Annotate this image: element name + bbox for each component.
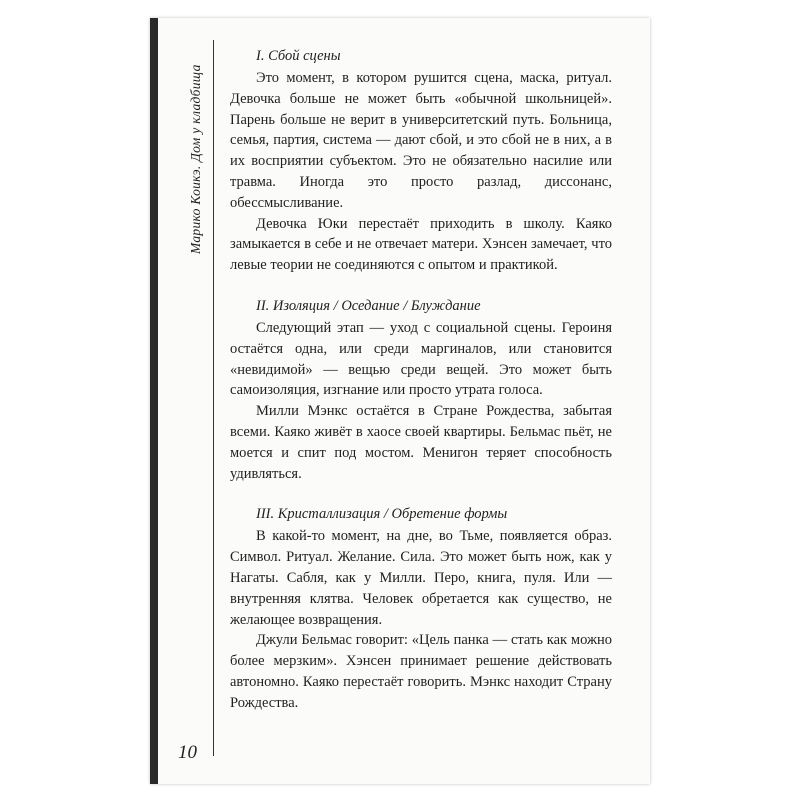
paragraph: В какой-то момент, на дне, во Тьме, появляется образ. Символ. Ритуал. Желание. Сила. Это может быть нож, как у Нагаты. Сабля, как у Милли. Перо, книга, пуля. Или — внутренняя клятва. Человек обретается как существо, не желающее возвращения.: [230, 528, 612, 628]
section-title: II. Изоляция / Оседание / Блуждание: [256, 297, 481, 314]
paragraph: Следующий этап — уход с социальной сцены. Героиня остаётся одна, или среди маргиналов, или становится «невидимой» — вещью среди вещей. Это может быть самоизоляция, изгнание или просто утрата голоса.: [230, 319, 612, 399]
paragraph: Это момент, в котором рушится сцена, маска, ритуал. Девочка больше не может быть «обычной школьницей». Парень больше не верит в университетский путь. Больница, семья, партия, система — дают сбой, и это сбой не в них, а в их восприятии субъектом. Это не обязательно насилие или травма. Иногда это просто разлад, диссонанс, обессмысливание.: [230, 70, 612, 211]
page-edge-shadow: [150, 18, 158, 784]
section-title: III. Кристаллизация / Обретение формы: [256, 506, 508, 523]
section-2: [230, 296, 612, 484]
vertical-rule: [213, 40, 214, 756]
page-number: 10: [178, 742, 197, 763]
running-head: Марико Коикэ. Дом у кладбища: [188, 64, 203, 254]
section-title: I. Сбой сцены: [256, 48, 341, 64]
section-1: [230, 46, 612, 276]
section-3: [230, 504, 612, 713]
paragraph: Джули Бельмас говорит: «Цель панка — стать как можно более мерзким». Хэнсен принимает решение действовать автономно. Каяко перестаёт говорить. Мэнкс находит Страну Рождества.: [230, 632, 612, 711]
page-content: [230, 46, 612, 734]
paragraph: Девочка Юки перестаёт приходить в школу. Каяко замыкается в себе и не отвечает матери. Хэнсен замечает, что левые теории не соединяются с опытом и практикой.: [230, 215, 612, 274]
paragraph: Милли Мэнкс остаётся в Стране Рождества, забытая всеми. Каяко живёт в хаосе своей квартиры. Бельмас пьёт, не моется и спит под мостом. Менигон теряет способность удивляться.: [230, 403, 612, 482]
